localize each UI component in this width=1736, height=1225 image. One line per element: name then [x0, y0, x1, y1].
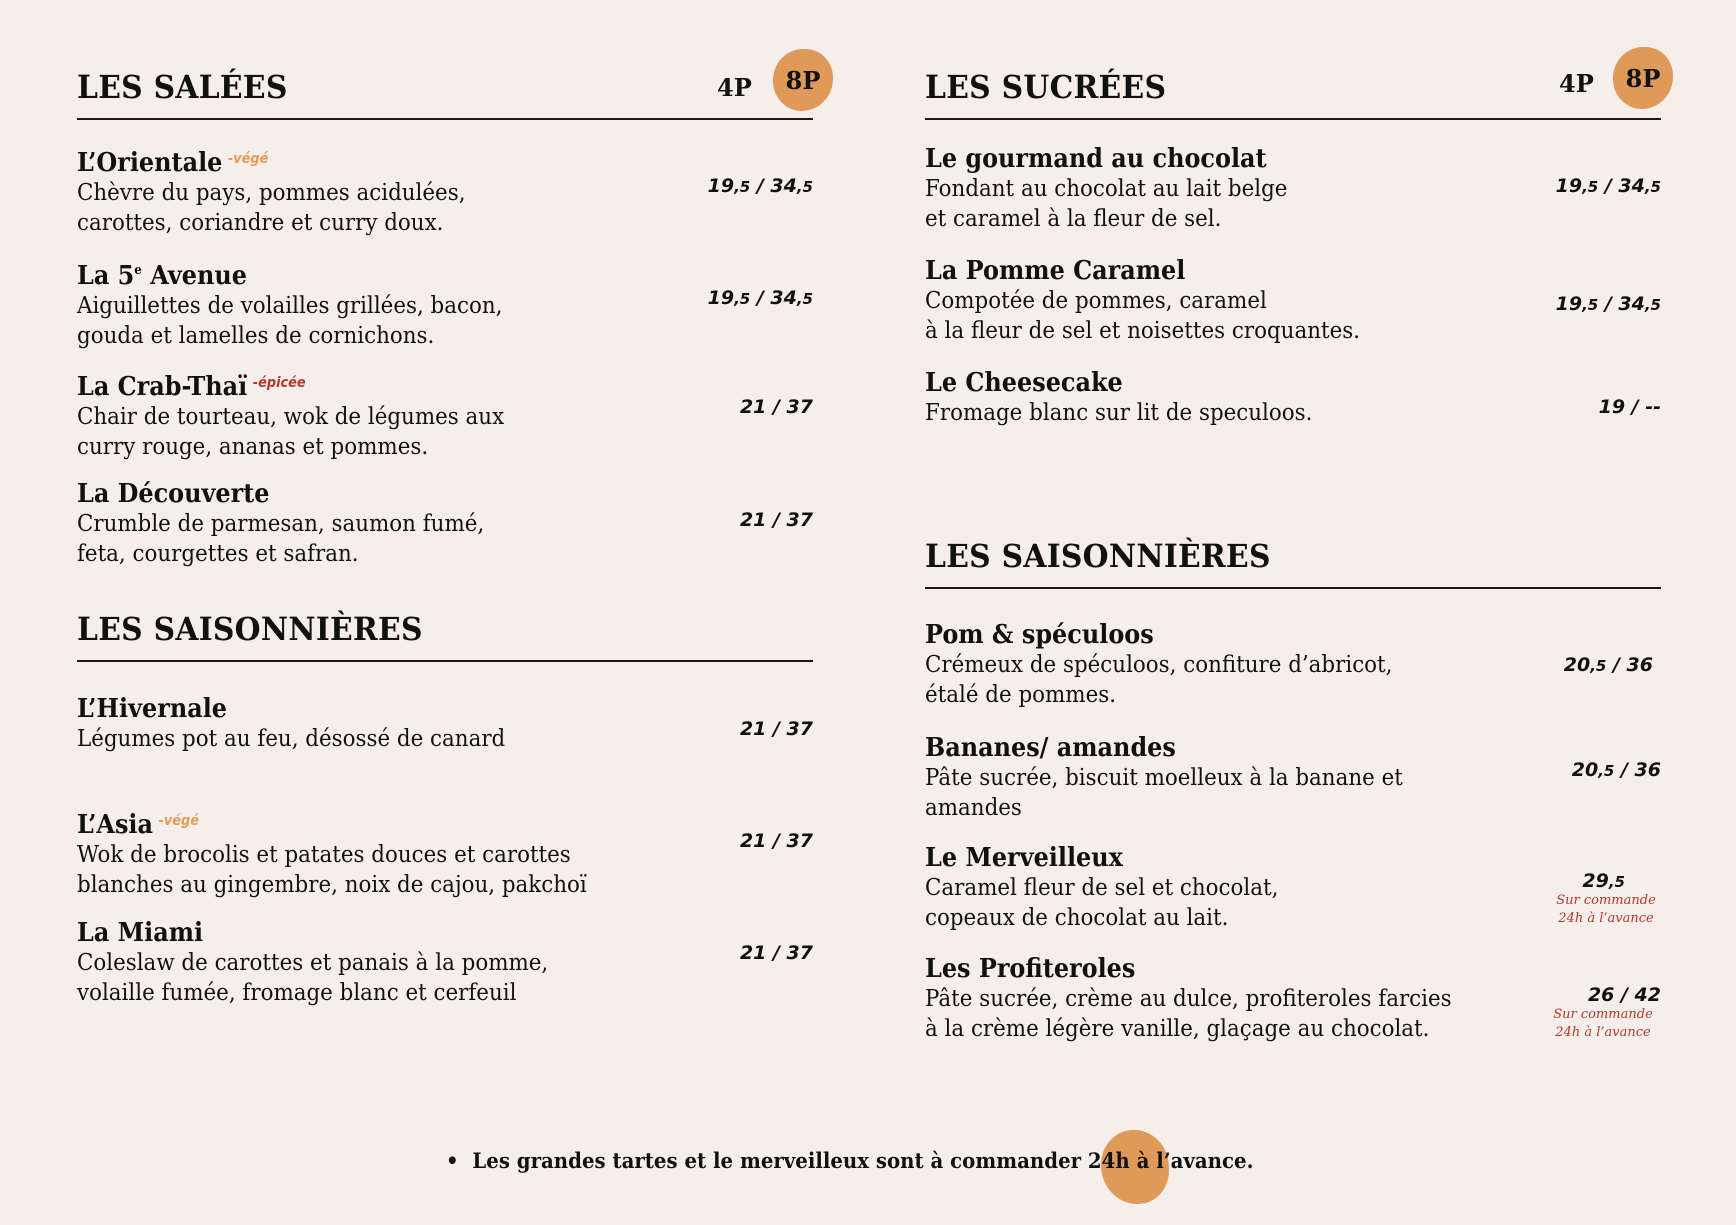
- item-price: 26 / 42: [1587, 984, 1661, 1006]
- item-name: Pom & spéculoos: [925, 620, 1154, 650]
- menu-item: [77, 368, 813, 462]
- item-name: L’Asia $^{-végé}$: [77, 810, 199, 840]
- menu-item: [925, 144, 1661, 234]
- item-desc: copeaux de chocolat au lait.: [925, 905, 1229, 931]
- item-desc: carottes, coriandre et curry doux.: [77, 210, 444, 236]
- item-desc: Légumes pot au feu, désossé de canard: [77, 726, 506, 752]
- item-desc: Pâte sucrée, crème au dulce, profiteroles farcies: [925, 986, 1452, 1012]
- menu-item: [77, 256, 813, 351]
- menu-item: [77, 918, 813, 1008]
- section-header-saisonnieres-salees: [77, 600, 813, 662]
- vege-tag: -végé: [158, 813, 199, 829]
- item-desc: Caramel fleur de sel et chocolat,: [925, 875, 1279, 901]
- section-header-salees: [77, 58, 821, 120]
- spicy-tag: -épicée: [252, 375, 306, 391]
- size-4p-label: 4P: [1559, 69, 1594, 98]
- menu-item: [925, 620, 1661, 710]
- item-price: 19,5 / 34,5: [707, 175, 813, 197]
- item-desc: et caramel à la fleur de sel.: [925, 206, 1222, 232]
- item-name: La 5e Avenue: [77, 261, 247, 291]
- menu-item: [77, 806, 813, 900]
- item-desc: Compotée de pommes, caramel: [925, 288, 1267, 314]
- menu-item: [77, 694, 813, 754]
- menu-item: [925, 733, 1661, 823]
- item-desc: Pâte sucrée, biscuit moelleux à la banane et: [925, 765, 1403, 791]
- section-title: LES SAISONNIÈRES: [925, 537, 1271, 575]
- footer-notice: [446, 1148, 1306, 1188]
- item-desc: blanches au gingembre, noix de cajou, pakchoï: [77, 872, 587, 898]
- menu-item: [925, 843, 1661, 933]
- item-name: Bananes/ amandes: [925, 733, 1176, 763]
- section-title: LES SAISONNIÈRES: [77, 610, 423, 648]
- item-price: 21 / 37: [739, 942, 813, 964]
- item-desc: gouda et lamelles de cornichons.: [77, 323, 435, 349]
- item-desc: Fondant au chocolat au lait belge: [925, 176, 1288, 202]
- item-name: Le Cheesecake: [925, 368, 1123, 398]
- item-price: 21 / 37: [739, 509, 813, 531]
- size-8p-badge: 8P: [773, 49, 833, 111]
- item-name: L’Orientale $^{-végé}$: [77, 148, 269, 178]
- item-price: 19 / --: [1598, 396, 1661, 418]
- item-name: La Pomme Caramel: [925, 256, 1186, 286]
- item-desc: Aiguillettes de volailles grillées, bacon,: [77, 293, 503, 319]
- item-name: Le Merveilleux: [925, 843, 1123, 873]
- item-name: Le gourmand au chocolat: [925, 144, 1267, 174]
- footer-text: Les grandes tartes et le merveilleux sont à commander 24h à l’avance.: [472, 1148, 1254, 1173]
- size-4p-label: 4P: [717, 73, 752, 102]
- vege-tag: -végé: [227, 151, 269, 167]
- item-desc: Crémeux de spéculoos, confiture d’abricot,: [925, 652, 1393, 678]
- menu-item: [925, 368, 1661, 428]
- item-price: 21 / 37: [739, 396, 813, 418]
- section-title: LES SUCRÉES: [925, 68, 1167, 106]
- menu-item: [925, 954, 1661, 1044]
- order-notice: Sur commande 24h à l’avance: [1556, 893, 1656, 926]
- item-price: 21 / 37: [739, 718, 813, 740]
- item-price: 19,5 / 34,5: [1555, 175, 1661, 197]
- item-price: 19,5 / 34,5: [707, 287, 813, 309]
- item-desc: curry rouge, ananas et pommes.: [77, 434, 429, 460]
- bullet: •: [446, 1148, 459, 1173]
- item-desc: à la fleur de sel et noisettes croquantes.: [925, 318, 1361, 344]
- item-desc: amandes: [925, 795, 1022, 821]
- item-name: La Découverte: [77, 479, 270, 509]
- item-desc: Chair de tourteau, wok de légumes aux: [77, 404, 505, 430]
- item-name: La Crab-Thaï $^{-épicée}$: [77, 372, 306, 402]
- item-name: L’Hivernale: [77, 694, 228, 724]
- menu-item: [77, 144, 813, 238]
- item-price: 19,5 / 34,5: [1555, 293, 1661, 315]
- section-title: LES SALÉES: [77, 68, 288, 106]
- order-notice: Sur commande 24h à l’avance: [1553, 1007, 1653, 1040]
- item-price: 20,5 / 36: [1571, 759, 1661, 781]
- item-desc: à la crème légère vanille, glaçage au chocolat.: [925, 1016, 1430, 1042]
- menu-item: [925, 256, 1661, 346]
- item-price: 21 / 37: [739, 830, 813, 852]
- item-name: Les Profiteroles: [925, 954, 1136, 984]
- section-header-saisonnieres-sucrees: [925, 527, 1661, 589]
- item-desc: Fromage blanc sur lit de speculoos.: [925, 400, 1313, 426]
- item-desc: Coleslaw de carottes et panais à la pomme,: [77, 950, 549, 976]
- item-desc: Wok de brocolis et patates douces et carottes: [77, 842, 571, 868]
- item-desc: volaille fumée, fromage blanc et cerfeuil: [77, 980, 517, 1006]
- item-desc: étalé de pommes.: [925, 682, 1117, 708]
- section-header-sucrees: [925, 58, 1661, 120]
- item-desc: Crumble de parmesan, saumon fumé,: [77, 511, 485, 537]
- size-8p-badge: 8P: [1613, 47, 1673, 109]
- item-price: 29,5: [1582, 870, 1625, 892]
- item-name: La Miami: [77, 918, 204, 948]
- menu-item: [77, 479, 813, 569]
- item-desc: feta, courgettes et safran.: [77, 541, 359, 567]
- item-price: 20,5 / 36: [1563, 654, 1653, 676]
- item-desc: Chèvre du pays, pommes acidulées,: [77, 180, 466, 206]
